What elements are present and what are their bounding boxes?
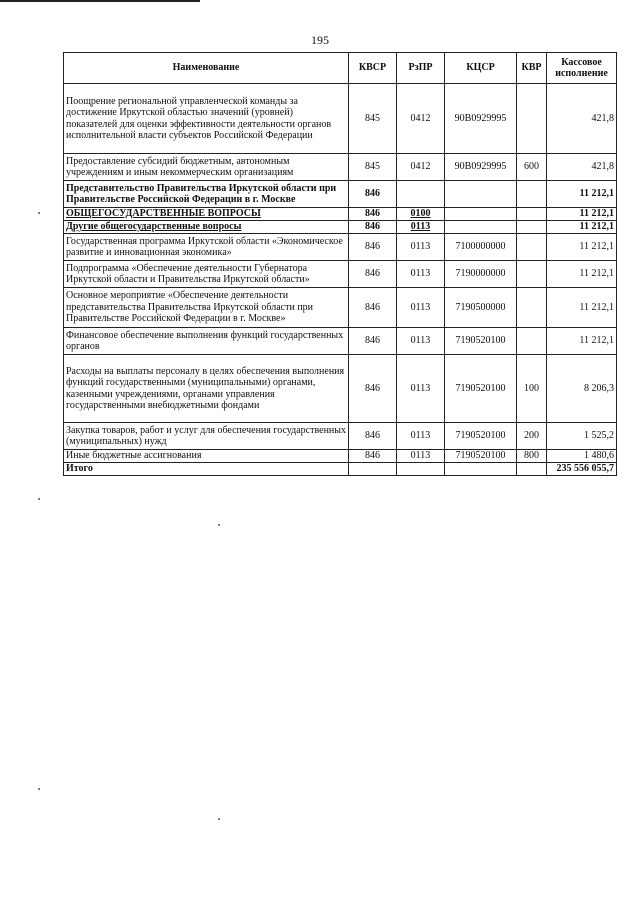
- cell-amount: 11 212,1: [547, 208, 617, 221]
- cell-kvsr: 846: [349, 423, 397, 450]
- cell-rzpr: 0113: [397, 234, 445, 261]
- table-row: [64, 288, 617, 328]
- cell-kvr: [517, 181, 547, 208]
- scan-speck: [218, 818, 220, 820]
- table-row: [64, 423, 617, 450]
- table-row: [64, 221, 617, 234]
- cell-amount: 11 212,1: [547, 221, 617, 234]
- cell-kvr: [517, 328, 547, 355]
- total-label: Итого: [64, 463, 349, 476]
- cell-kcsr: [445, 181, 517, 208]
- cell-amount: 1 525,2: [547, 423, 617, 450]
- cell-kvsr: 846: [349, 328, 397, 355]
- cell-amount: 1 480,6: [547, 450, 617, 463]
- scan-speck: [38, 212, 40, 214]
- cell-kvr: [517, 234, 547, 261]
- cell-rzpr: 0113: [397, 355, 445, 423]
- table-row: [64, 450, 617, 463]
- cell-rzpr: 0113: [397, 423, 445, 450]
- cell-amount: 11 212,1: [547, 261, 617, 288]
- cell-kvsr: 846: [349, 234, 397, 261]
- table-row: [64, 154, 617, 181]
- top-rule: [0, 0, 200, 2]
- table-row: [64, 261, 617, 288]
- cell-rzpr: [397, 181, 445, 208]
- cell-kcsr: [445, 208, 517, 221]
- budget-table: [63, 52, 617, 476]
- cell-kcsr: 7190520100: [445, 423, 517, 450]
- cell-kvr: [517, 261, 547, 288]
- cell-rzpr: 0412: [397, 154, 445, 181]
- cell-kcsr: 7190520100: [445, 328, 517, 355]
- cell-name: Представительство Правительства Иркутской области при Правительстве Российской Федерации в г. Москве: [64, 181, 349, 208]
- total-amount: 235 556 055,7: [547, 463, 617, 476]
- cell-kvr: [517, 208, 547, 221]
- cell-kcsr: 7190520100: [445, 450, 517, 463]
- table-row: [64, 84, 617, 154]
- cell-kvr: 200: [517, 423, 547, 450]
- cell-rzpr: 0100: [397, 208, 445, 221]
- cell-rzpr: 0113: [397, 288, 445, 328]
- cell-kvsr: 846: [349, 208, 397, 221]
- cell-amount: 11 212,1: [547, 181, 617, 208]
- scan-speck: [38, 498, 40, 500]
- cell-kvr: [517, 288, 547, 328]
- page-number: 195: [311, 33, 329, 47]
- cell-rzpr: [397, 463, 445, 476]
- scan-speck: [38, 788, 40, 790]
- cell-name: Расходы на выплаты персоналу в целях обеспечения выполнения функций государственными (муниципальными) органами, казенными учреждениями, органами управления государственными внебюджетными фондами: [64, 355, 349, 423]
- scan-speck: [218, 524, 220, 526]
- cell-amount: 11 212,1: [547, 288, 617, 328]
- cell-kcsr: 7190500000: [445, 288, 517, 328]
- cell-rzpr: 0113: [397, 261, 445, 288]
- cell-name: Государственная программа Иркутской области «Экономическое развитие и инновационная экономика»: [64, 234, 349, 261]
- cell-kvsr: 846: [349, 181, 397, 208]
- cell-kvr: 600: [517, 154, 547, 181]
- cell-kvr: 100: [517, 355, 547, 423]
- header-kcsr: КЦСР: [445, 53, 517, 84]
- cell-kcsr: 90В0929995: [445, 154, 517, 181]
- cell-rzpr: 0412: [397, 84, 445, 154]
- header-kvsr: КВСР: [349, 53, 397, 84]
- cell-kvsr: 846: [349, 261, 397, 288]
- cell-rzpr: 0113: [397, 450, 445, 463]
- cell-name: Другие общегосударственные вопросы: [64, 221, 349, 234]
- table-row: [64, 234, 617, 261]
- cell-kvsr: 845: [349, 84, 397, 154]
- cell-amount: 8 206,3: [547, 355, 617, 423]
- table-row: [64, 355, 617, 423]
- cell-kvsr: 846: [349, 288, 397, 328]
- cell-kcsr: [445, 221, 517, 234]
- cell-kvr: [517, 84, 547, 154]
- cell-amount: 11 212,1: [547, 328, 617, 355]
- cell-kcsr: 7190000000: [445, 261, 517, 288]
- cell-name: Подпрограмма «Обеспечение деятельности Губернатора Иркутской области и Правительства Иркутской области»: [64, 261, 349, 288]
- cell-kvsr: 845: [349, 154, 397, 181]
- cell-kcsr: 7190520100: [445, 355, 517, 423]
- header-name: Наименование: [64, 53, 349, 84]
- cell-name: Предоставление субсидий бюджетным, автономным учреждениям и иным некоммерческим организациям: [64, 154, 349, 181]
- cell-kvsr: [349, 463, 397, 476]
- cell-rzpr: 0113: [397, 221, 445, 234]
- cell-kcsr: 7100000000: [445, 234, 517, 261]
- cell-kcsr: 90В0929995: [445, 84, 517, 154]
- cell-kvsr: 846: [349, 450, 397, 463]
- table-header-row: [64, 53, 617, 84]
- cell-rzpr: 0113: [397, 328, 445, 355]
- cell-name: ОБЩЕГОСУДАРСТВЕННЫЕ ВОПРОСЫ: [64, 208, 349, 221]
- table-row: [64, 181, 617, 208]
- cell-amount: 11 212,1: [547, 234, 617, 261]
- cell-kvr: 800: [517, 450, 547, 463]
- cell-name: Поощрение региональной управленческой команды за достижение Иркутской областью значений (уровней) показателей для оценки эффективности деятельности органов исполнительной власти субъектов Российской Федерации: [64, 84, 349, 154]
- cell-name: Иные бюджетные ассигнования: [64, 450, 349, 463]
- cell-kvsr: 846: [349, 355, 397, 423]
- table-row: [64, 328, 617, 355]
- header-kvr: КВР: [517, 53, 547, 84]
- cell-name: Финансовое обеспечение выполнения функций государственных органов: [64, 328, 349, 355]
- total-row: [64, 463, 617, 476]
- cell-kvr: [517, 221, 547, 234]
- cell-kcsr: [445, 463, 517, 476]
- cell-name: Закупка товаров, работ и услуг для обеспечения государственных (муниципальных) нужд: [64, 423, 349, 450]
- header-rzpr: РзПР: [397, 53, 445, 84]
- cell-name: Основное мероприятие «Обеспечение деятельности представительства Правительства Иркутской области при Правительстве Российской Федерации в г. Москве»: [64, 288, 349, 328]
- cell-amount: 421,8: [547, 154, 617, 181]
- cell-kvr: [517, 463, 547, 476]
- header-amount: Кассовое исполнение: [547, 53, 617, 84]
- table-row: [64, 208, 617, 221]
- cell-kvsr: 846: [349, 221, 397, 234]
- cell-amount: 421,8: [547, 84, 617, 154]
